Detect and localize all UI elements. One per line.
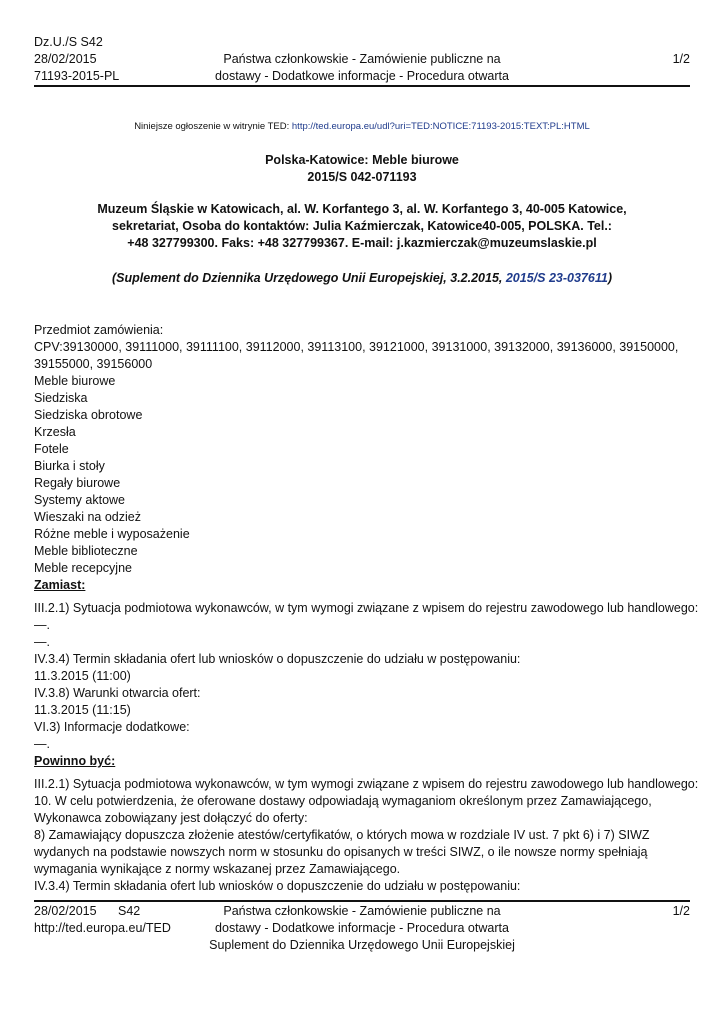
ted-notice-link[interactable]: http://ted.europa.eu/udl?uri=TED:NOTICE:71193-2015:TEXT:PL:HTML	[291, 121, 590, 132]
subject-item: Siedziska	[34, 391, 88, 405]
should-be-line: Wykonawca zobowiązany jest dołączyć do oferty:	[34, 811, 308, 825]
subject-item: Systemy aktowe	[34, 493, 126, 507]
supplement-text: (Suplement do Dziennika Urzędowego Unii Europejskiej, 3.2.2015,	[112, 271, 506, 285]
should-be-line: IV.3.4) Termin składania ofert lub wniosków o dopuszczenie do udziału w postępowaniu:	[34, 879, 521, 893]
subject-item: Biurka i stoły	[34, 459, 105, 473]
instead-line: IV.3.8) Warunki otwarcia ofert:	[34, 686, 201, 700]
subject-item: Meble biblioteczne	[34, 544, 138, 558]
instead-heading: Zamiast:	[34, 578, 86, 592]
footer-center-line: Państwa członkowskie - Zamówienie publiczne na	[223, 904, 501, 918]
header-divider	[34, 85, 690, 87]
header-page-number: 1/2	[672, 52, 690, 66]
should-be-line: 10. W celu potwierdzenia, że oferowane dostawy odpowiadają wymaganiom określonym przez Zamawiającego,	[34, 794, 652, 808]
subject-item: Regały biurowe	[34, 476, 121, 490]
subject-item: Krzesła	[34, 425, 76, 439]
footer-date: 28/02/2015	[34, 904, 97, 918]
should-be-line: 8) Zamawiający dopuszcza złożenie atestów/certyfikatów, o których mowa w rozdziale IV ust. 7 pkt 6) i 7) SIWZ	[34, 828, 650, 842]
instead-line: 11.3.2015 (11:00)	[34, 669, 131, 683]
buyer-line: Muzeum Śląskie w Katowicach, al. W. Korfantego 3, al. W. Korfantego 3, 40-005 Katowice,	[97, 202, 627, 216]
page-header	[34, 34, 690, 84]
subject-item: Różne meble i wyposażenie	[34, 527, 190, 541]
instead-line: IV.3.4) Termin składania ofert lub wniosków o dopuszczenie do udziału w postępowaniu:	[34, 652, 521, 666]
subject-item: Meble biurowe	[34, 374, 116, 388]
header-doc-id: 71193-2015-PL	[34, 69, 120, 83]
header-center-line: Państwa członkowskie - Zamówienie publiczne na	[223, 52, 501, 66]
footer-page-number: 1/2	[672, 904, 690, 918]
footer-center-line: Suplement do Dziennika Urzędowego Unii Europejskiej	[209, 938, 515, 952]
instead-line: —.	[34, 635, 50, 649]
buyer-line: sekretariat, Osoba do kontaktów: Julia Kaźmierczak, Katowice40-005, POLSKA. Tel.:	[112, 219, 612, 233]
footer-url: http://ted.europa.eu/TED	[34, 921, 171, 935]
buyer-line: +48 327799300. Faks: +48 327799367. E-mail: j.kazmierczak@muzeumslaskie.pl	[127, 236, 597, 250]
document-body	[34, 322, 699, 895]
subject-item: Fotele	[34, 442, 69, 456]
cpv-codes-cont: 39155000, 39156000	[34, 357, 153, 371]
title-line: Polska-Katowice: Meble biurowe	[265, 153, 459, 167]
subject-label: Przedmiot zamówienia:	[34, 323, 164, 337]
notice-number: 2015/S 042-071193	[307, 170, 417, 184]
ted-notice	[34, 121, 690, 132]
should-be-heading: Powinno być:	[34, 754, 116, 768]
supplement-ref-link[interactable]: 2015/S 23-037611	[505, 271, 608, 285]
subject-item: Wieszaki na odzież	[34, 510, 141, 524]
footer-series: S42	[118, 904, 141, 918]
should-be-line: wymagania wynikające z normy wskazanej przez Zamawiającego.	[34, 862, 401, 876]
instead-line: III.2.1) Sytuacja podmiotowa wykonawców, w tym wymogi związane z wpisem do rejestru zawodowego lub handlowego:	[34, 601, 699, 615]
subject-item: Meble recepcyjne	[34, 561, 132, 575]
instead-line: —.	[34, 618, 50, 632]
header-date: 28/02/2015	[34, 52, 97, 66]
footer-center	[0, 903, 724, 954]
footer-center-line: dostawy - Dodatkowe informacje - Procedura otwarta	[215, 921, 509, 935]
notice-title	[34, 152, 690, 186]
subject-item: Siedziska obrotowe	[34, 408, 143, 422]
supplement-suffix: )	[607, 271, 612, 285]
instead-line: VI.3) Informacje dodatkowe:	[34, 720, 190, 734]
instead-line: 11.3.2015 (11:15)	[34, 703, 131, 717]
should-be-line: III.2.1) Sytuacja podmiotowa wykonawców, w tym wymogi związane z wpisem do rejestru zawodowego lub handlowego:	[34, 777, 699, 791]
supplement-reference	[34, 271, 690, 285]
header-center-line: dostawy - Dodatkowe informacje - Procedura otwarta	[215, 69, 509, 83]
header-center	[34, 51, 690, 85]
header-series: Dz.U./S S42	[34, 35, 103, 49]
ted-notice-text: Niniejsze ogłoszenie w witrynie TED:	[134, 121, 292, 132]
footer-divider	[34, 900, 690, 902]
cpv-codes: CPV:39130000, 39111000, 39111100, 39112000, 39113100, 39121000, 39131000, 39132000, 39136000, 39150000,	[34, 340, 679, 354]
contracting-authority	[74, 201, 650, 252]
should-be-line: wydanych na podstawie nowszych norm w stosunku do opisanych w treści SIWZ, o ile nowsze normy spełniają	[34, 845, 648, 859]
instead-line: —.	[34, 737, 50, 751]
